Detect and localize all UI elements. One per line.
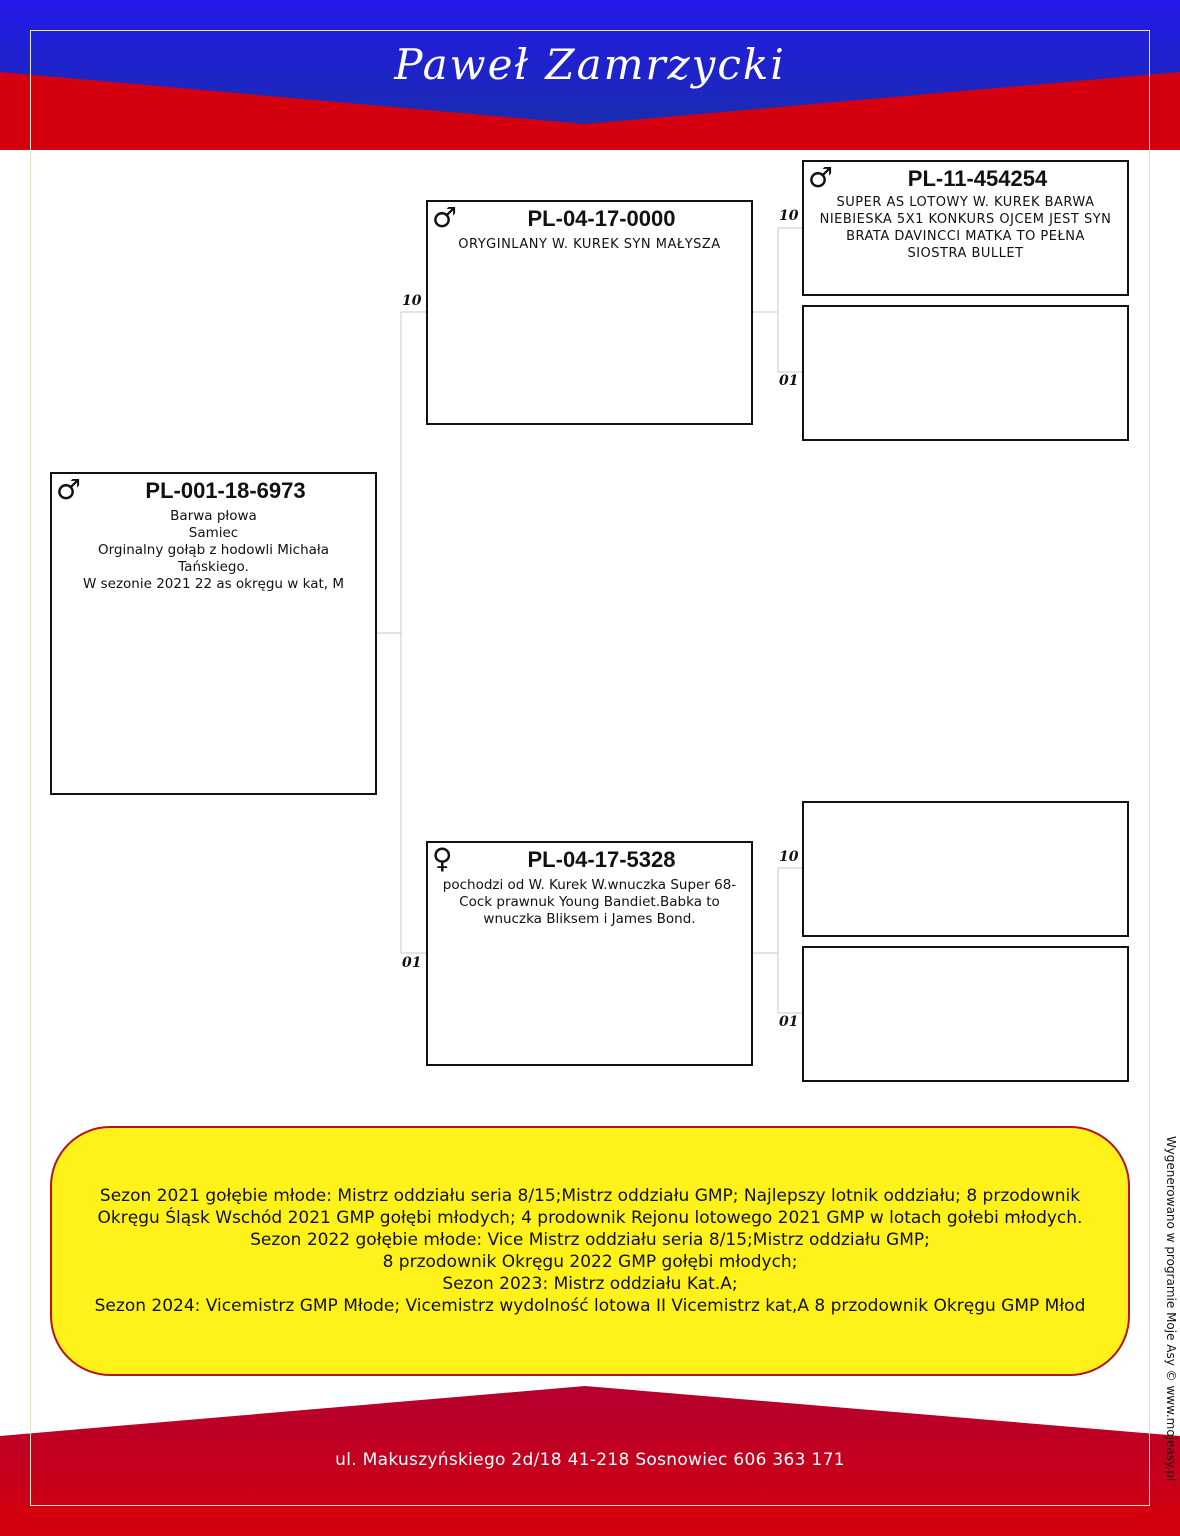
card-sire[interactable] — [426, 200, 753, 425]
breeder-address: ul. Makuszyńskiego 2d/18 41-218 Sosnowiec 606 363 171 — [335, 1450, 845, 1470]
achievements-list — [92, 1185, 1088, 1317]
connector-dam-sire — [752, 868, 802, 953]
card-dam[interactable] — [426, 841, 753, 1066]
card-sire-sire[interactable] — [802, 160, 1129, 296]
card-description: ORYGINLANY W. KUREK SYN MAŁYSZA — [458, 237, 721, 252]
footer-red-band — [0, 1506, 1180, 1536]
achievement-item: 8 przodownik Okręgu 2022 GMP gołębi młodych; — [382, 1252, 798, 1272]
card-sire-dam[interactable] — [802, 305, 1129, 441]
code-dam-dam: 01 — [779, 1014, 799, 1030]
ring-number: PL-11-454254 — [907, 166, 1048, 191]
female-symbol-icon: ♀ — [432, 842, 453, 875]
card-description: Barwa płowa Samiec Orginalny gołąb z hodowli Michała Tańskiego. W sezonie 2021 22 as okręgu w kat, M — [82, 508, 344, 592]
card-dam-sire[interactable] — [802, 801, 1129, 937]
male-symbol-icon: ♂ — [56, 473, 82, 506]
card-dam-dam[interactable] — [802, 946, 1129, 1082]
code-dam-sire: 10 — [779, 849, 799, 865]
ring-number: PL-04-17-5328 — [527, 847, 676, 872]
connector-sire-dam — [778, 312, 802, 372]
connector-subject-dam — [401, 633, 426, 953]
card-subject[interactable] — [50, 472, 377, 795]
ring-number: PL-001-18-6973 — [145, 478, 306, 503]
connector-sire-sire — [752, 228, 802, 312]
achievements-box — [50, 1126, 1130, 1376]
ring-number: PL-04-17-0000 — [527, 206, 676, 231]
code-sire-sire: 10 — [779, 208, 799, 224]
connector-subject-sire — [377, 312, 426, 633]
breeder-name-title: Paweł Zamrzycki — [394, 40, 786, 89]
connector-dam-dam — [778, 953, 802, 1013]
achievement-item: Sezon 2024: Vicemistrz GMP Młode; Vicemistrz wydolność lotowa II Vicemistrz kat,A 8 przodownik Okręgu GMP Młod — [94, 1296, 1086, 1316]
achievement-item: Sezon 2021 gołębie młode: Mistrz oddziału seria 8/15;Mistrz oddziału GMP; Najlepszy lotnik oddziału; 8 przodownik Okręgu Śląsk Wschód 2021 GMP gołębi młodych; 4 prodownik Rejonu lotowego 2021 GMP w lotach gołebi młodych. — [97, 1186, 1083, 1228]
card-description: SUPER AS LOTOWY W. KUREK BARWA NIEBIESKA 5X1 KONKURS OJCEM JEST SYN BRATA DAVINCCI MATKA TO PEŁNA SIOSTRA BULLET — [819, 195, 1112, 261]
generator-credit[interactable]: Wygenerowano w programie Moje Asy © www.mojeasy.pl — [1164, 1136, 1178, 1482]
achievement-item: Sezon 2023: Mistrz oddziału Kat.A; — [442, 1274, 738, 1294]
male-symbol-icon: ♂ — [808, 161, 834, 194]
code-sire: 10 — [402, 293, 422, 309]
code-sire-dam: 01 — [779, 373, 799, 389]
card-description: pochodzi od W. Kurek W.wnuczka Super 68-Cock prawnuk Young Bandiet.Babka to wnuczka Bliksem i James Bond. — [442, 877, 737, 927]
male-symbol-icon: ♂ — [432, 201, 458, 234]
code-dam: 01 — [402, 955, 422, 971]
achievement-item: Sezon 2022 gołębie młode: Vice Mistrz oddziału seria 8/15;Mistrz oddziału GMP; — [250, 1230, 930, 1250]
